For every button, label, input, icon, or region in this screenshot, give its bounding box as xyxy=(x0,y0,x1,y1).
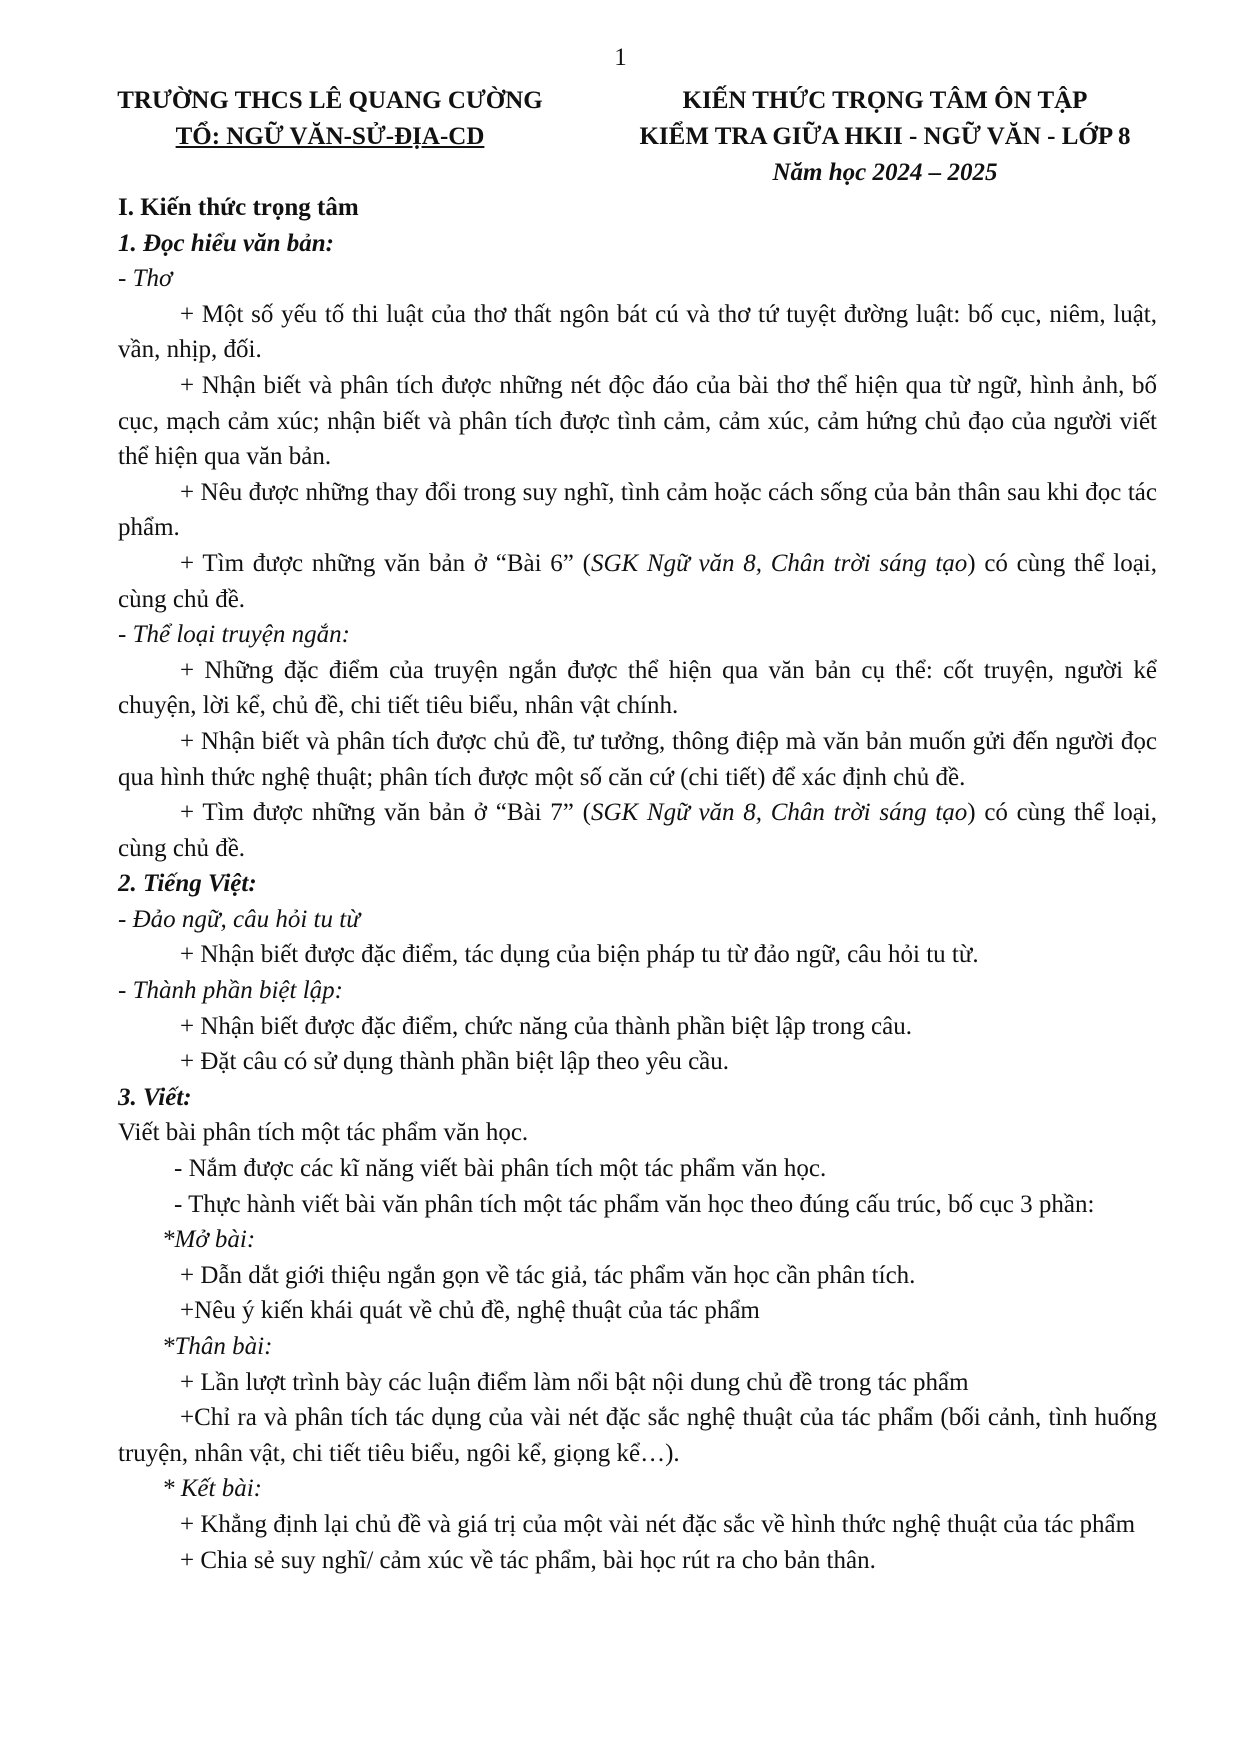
poetry-point-4: + Tìm được những văn bản ở “Bài 6” (SGK Ngữ văn 8, Chân trời sáng tạo) có cùng thể loại, cùng chủ đề. xyxy=(118,549,1157,613)
inversion-point-1: + Nhận biết được đặc điểm, tác dụng của biện pháp tu từ đảo ngữ, câu hỏi tu từ. xyxy=(180,941,979,969)
document-title-line2: KIỂM TRA GIỮA HKII - NGỮ VĂN - LỚP 8 xyxy=(639,123,1131,150)
subsection-heading-writing: 3. Viết: xyxy=(118,1083,192,1111)
department-name: TỔ: NGỮ VĂN-SỬ-ĐỊA-CD xyxy=(175,123,485,150)
inversion-label: - Đảo ngữ, câu hỏi tu từ xyxy=(118,905,360,933)
opening-label: *Mở bài: xyxy=(162,1226,256,1254)
school-year: Năm học 2024 – 2025 xyxy=(772,159,998,186)
story-point-1: + Những đặc điểm của truyện ngắn được thể hiện qua văn bản cụ thể: cốt truyện, người kể chuyện, lời kể, chủ đề, chi tiết tiêu biểu, nhân vật chính. xyxy=(118,656,1157,720)
opening-point-1: + Dẫn dắt giới thiệu ngắn gọn về tác giả, tác phẩm văn học cần phân tích. xyxy=(180,1261,916,1289)
body-label: *Thân bài: xyxy=(162,1333,273,1360)
writing-dash-2: - Thực hành viết bài văn phân tích một tác phẩm văn học theo đúng cấu trúc, bố cục 3 phần: xyxy=(174,1190,1095,1218)
subsection-heading-reading: 1. Đọc hiểu văn bản: xyxy=(118,229,334,257)
parenthetical-label: - Thành phần biệt lập: xyxy=(118,977,343,1005)
short-story-label: - Thể loại truyện ngắn: xyxy=(118,621,350,649)
poetry-point-3: + Nêu được những thay đổi trong suy nghĩ, tình cảm hoặc cách sống của bản thân sau khi đọc tác phẩm. xyxy=(118,478,1157,542)
opening-point-2: +Nêu ý kiến khái quát về chủ đề, nghệ thuật của tác phẩm xyxy=(180,1297,760,1325)
body-point-1: + Lần lượt trình bày các luận điểm làm nổi bật nội dung chủ đề trong tác phẩm xyxy=(180,1368,969,1396)
parenthetical-point-1: + Nhận biết được đặc điểm, chức năng của thành phần biệt lập trong câu. xyxy=(180,1012,912,1040)
poetry-point-2: + Nhận biết và phân tích được những nét độc đáo của bài thơ thể hiện qua từ ngữ, hình ảnh, bố cục, mạch cảm xúc; nhận biết và phân tích được tình cảm, cảm xúc, cảm hứng chủ đạo của người viết thể hiện qua văn bản. xyxy=(118,371,1157,471)
section-heading: I. Kiến thức trọng tâm xyxy=(118,194,359,221)
document-body xyxy=(118,190,1157,1578)
writing-intro: Viết bài phân tích một tác phẩm văn học. xyxy=(118,1119,529,1147)
school-name: TRƯỜNG THCS LÊ QUANG CƯỜNG xyxy=(117,87,543,114)
story-point-2: + Nhận biết và phân tích được chủ đề, tư tưởng, thông điệp mà văn bản muốn gửi đến người đọc qua hình thức nghệ thuật; phân tích được một số căn cứ (chi tiết) để xác định chủ đề. xyxy=(118,727,1157,791)
closing-point-2: + Chia sẻ suy nghĩ/ cảm xúc về tác phẩm, bài học rút ra cho bản thân. xyxy=(180,1546,876,1574)
poetry-label: - Thơ xyxy=(118,265,173,293)
closing-label: * Kết bài: xyxy=(162,1475,262,1503)
closing-point-1: + Khẳng định lại chủ đề và giá trị của một vài nét đặc sắc về hình thức nghệ thuật của tác phẩm xyxy=(180,1510,1136,1538)
parenthetical-point-2: + Đặt câu có sử dụng thành phần biệt lập theo yêu cầu. xyxy=(180,1048,730,1076)
body-point-2: +Chỉ ra và phân tích tác dụng của vài nét đặc sắc nghệ thuật của tác phẩm (bối cảnh, tình huống truyện, nhân vật, chi tiết tiêu biểu, ngôi kể, giọng kể…). xyxy=(118,1404,1157,1467)
page-number: 1 xyxy=(614,44,627,71)
subsection-heading-vietnamese: 2. Tiếng Việt: xyxy=(118,870,257,898)
document-title-line1: KIẾN THỨC TRỌNG TÂM ÔN TẬP xyxy=(682,87,1088,114)
writing-dash-1: - Nắm được các kĩ năng viết bài phân tích một tác phẩm văn học. xyxy=(174,1155,827,1183)
poetry-point-1: + Một số yếu tố thi luật của thơ thất ngôn bát cú và thơ tứ tuyệt đường luật: bố cục, niêm, luật, vần, nhịp, đối. xyxy=(118,300,1157,364)
header-left xyxy=(70,83,590,155)
story-point-3: + Tìm được những văn bản ở “Bài 7” (SGK Ngữ văn 8, Chân trời sáng tạo) có cùng thể loại, cùng chủ đề. xyxy=(118,799,1157,862)
header-right xyxy=(575,83,1195,191)
